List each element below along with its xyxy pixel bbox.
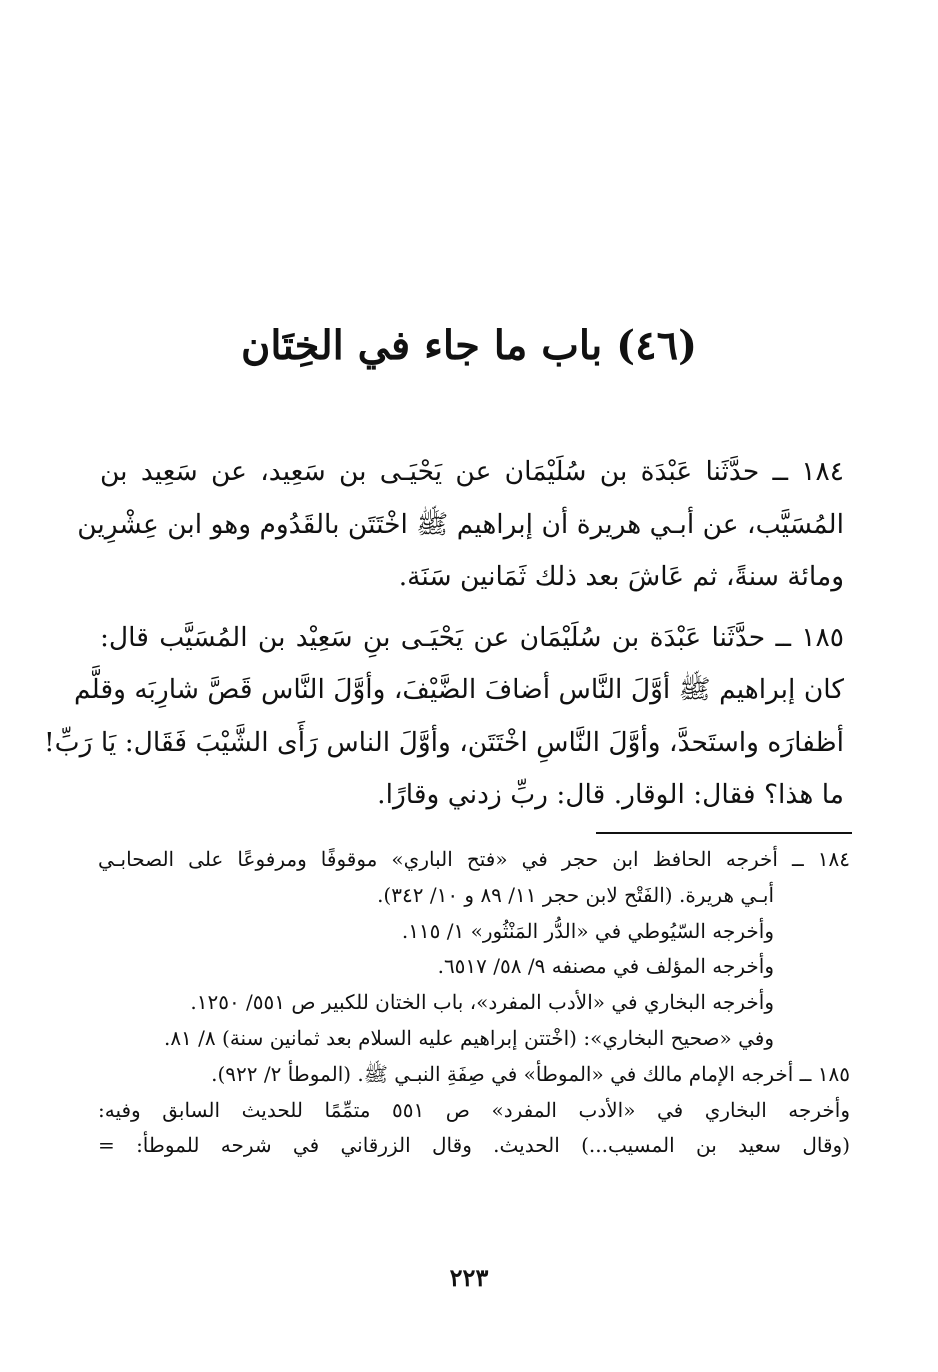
page-number: ٢٢٣ [449,1263,489,1292]
hadith-184 [77,446,844,604]
chapter-title: (٤٦) باب ما جاء في الخِتَان [241,322,697,369]
footnote-divider [596,832,852,834]
text-line: ومائة سنةً، ثم عَاشَ بعد ذلك ثَمَانين سَنَة. [398,561,844,592]
text-line: كان إبراهيم ﷺ أوَّلَ النَّاس أضافَ الضَّيْفَ، وأوَّلَ النَّاس قَصَّ شارِبَه وقلَّم [74,674,844,705]
footnote-line: ١٨٤ ــ أخرجه الحافظ ابن حجر في «فتح الباري» موقوفًا ومرفوعًا على الصحابـي [98,847,850,871]
footnote-line: وفي «صحيح البخاري»: (اخْتتن إبراهيم عليه السلام بعد ثمانين سنة) ٨/ ٨١. [163,1025,774,1050]
footnote-line: وأخرجه السّيُوطي في «الدُّر المَنْثُور» ١/ ١١٥. [401,918,774,943]
text-line: ما هذا؟ فقال: الوقار. قال: ربِّ زدني وقارًا. [377,779,844,810]
footnote-line: وأخرجه البخاري في «الأدب المفرد»، باب الختان للكبير ص ٥٥١/ ١٢٥٠. [190,990,774,1015]
text-line: ١٨٤ ــ حدَّثَنا عَبْدَة بن سُلَيْمَان عن يَحْيَـى بن سَعِيد، عن سَعِيد بن [100,456,844,487]
footnote-line: (وقال سعيد بن المسيب...) الحديث. وقال الزرقاني في شرحه للموطأ: = [98,1133,850,1158]
footnote-line: وأخرجه المؤلف في مصنفه ٩/ ٥٨/ ٦٥١٧. [437,954,774,979]
footnote-line: ١٨٥ ــ أخرجه الإمام مالك في «الموطأ» في صِفَةِ النبـي ﷺ. (الموطأ ٢/ ٩٢٢). [211,1061,850,1086]
footnote-line: وأخرجه البخاري في «الأدب المفرد» ص ٥٥١ متمِّمًا للحديث السابق وفيه: [98,1097,850,1122]
footnotes [98,842,850,1164]
footnote-line: أبـي هريرة. (الفَتْح لابن حجر ١١/ ٨٩ و ١٠/ ٣٤٢). [377,882,774,907]
main-text [44,446,844,822]
text-line: المُسَيَّب، عن أبـي هريرة أن إبراهيم ﷺ اخْتَتَن بالقَدُوم وهو ابن عِشْرِين [77,508,844,540]
text-line: ١٨٥ ــ حدَّثَنا عَبْدَة بن سُلَيْمَان عن يَحْيَـى بنِ سَعِيْد بن المُسَيَّب قال: [100,621,844,653]
hadith-185 [44,612,844,822]
text-line: أظفارَه واستَحدَّ، وأوَّلَ النَّاسِ اخْتَتَن، وأوَّلَ الناس رَأَى الشَّيْبَ فَقَال: يَا رَبِّ! [44,726,844,758]
